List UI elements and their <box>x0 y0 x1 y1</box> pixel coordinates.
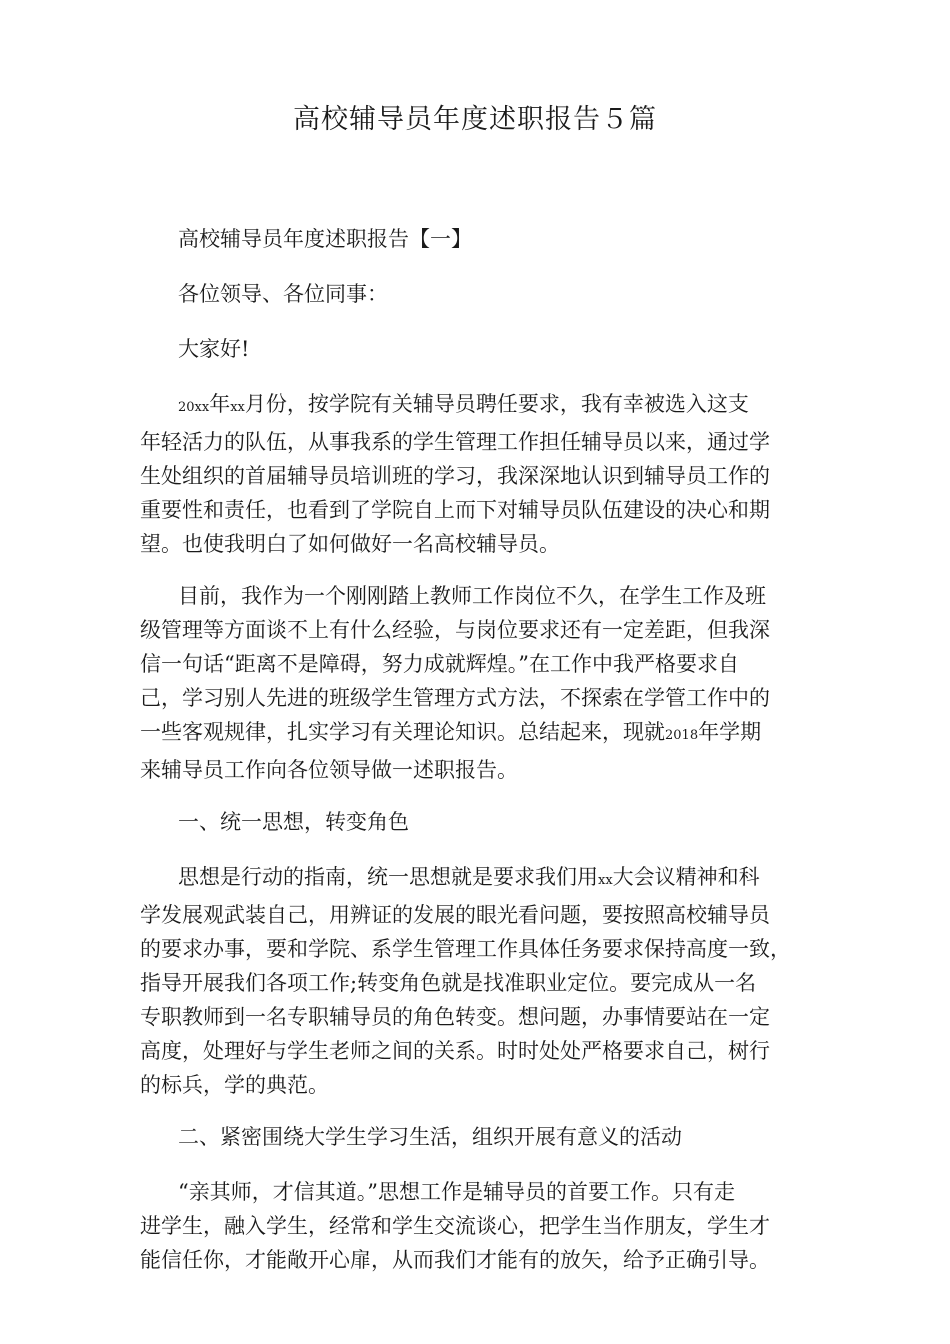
line-text: 思想是行动的指南，统一思想就是要求我们用 <box>178 865 598 889</box>
line-text: 一些客观规律，扎实学习有关理论知识。总结起来，现就 <box>140 720 665 744</box>
paragraph-3 <box>140 860 820 1102</box>
paragraph-line <box>140 387 820 425</box>
line-text: 月份，按学院有关辅导员聘任要求，我有幸被选入这支 <box>244 392 749 416</box>
paragraph-line: 进学生，融入学生，经常和学生交流谈心，把学生当作朋友，学生才 <box>140 1214 770 1238</box>
paragraph-line: 指导开展我们各项工作;转变角色就是找准职业定位。要完成从一名 <box>140 971 757 995</box>
paragraph-4 <box>140 1175 820 1277</box>
paragraph-line: 来辅导员工作向各位领导做一述职报告。 <box>140 758 518 782</box>
paragraph-1 <box>140 387 820 561</box>
section-heading-2: 二、紧密围绕大学生学习生活，组织开展有意义的活动 <box>178 1125 682 1149</box>
document-body <box>140 222 820 1295</box>
section-heading-1: 一、统一思想，转变角色 <box>178 810 409 834</box>
paragraph-line: 重要性和责任，也看到了学院自上而下对辅导员队伍建设的决心和期 <box>140 498 770 522</box>
xx-text: xx <box>598 873 613 888</box>
paragraph-line: “亲其师，才信其道。”思想工作是辅导员的首要工作。只有走 <box>178 1180 735 1204</box>
salutation: 各位领导、各位同事： <box>178 282 388 306</box>
paragraph-line: 专职教师到一名专职辅导员的角色转变。想问题，办事情要站在一定 <box>140 1005 770 1029</box>
line-text: 年学期 <box>698 720 762 744</box>
paragraph-line: 己，学习别人先进的班级学生管理方式方法，不探索在学管工作中的 <box>140 686 770 710</box>
paragraph-line <box>140 860 820 898</box>
paragraph-line: 的要求办事，要和学院、系学生管理工作具体任务要求保持高度一致， <box>140 937 791 961</box>
paragraph-line: 生处组织的首届辅导员培训班的学习，我深深地认识到辅导员工作的 <box>140 464 770 488</box>
paragraph-line: 级管理等方面谈不上有什么经验，与岗位要求还有一定差距，但我深 <box>140 618 770 642</box>
month-text: xx <box>230 400 245 415</box>
report-subtitle: 高校辅导员年度述职报告【一】 <box>178 227 472 251</box>
document-title: 高校辅导员年度述职报告５篇 <box>293 104 657 135</box>
paragraph-line: 能信任你，才能敞开心扉，从而我们才能有的放矢，给予正确引导。 <box>140 1248 770 1272</box>
paragraph-line: 学发展观武装自己，用辨证的发展的眼光看问题，要按照高校辅导员 <box>140 903 770 927</box>
year-text: 20xx <box>178 400 210 415</box>
greeting: 大家好! <box>178 337 250 361</box>
year-text: 2018 <box>665 728 699 743</box>
paragraph-line: 信一句话“距离不是障碍，努力成就辉煌。”在工作中我严格要求自 <box>140 652 739 676</box>
paragraph-line: 望。也使我明白了如何做好一名高校辅导员。 <box>140 532 560 556</box>
paragraph-line <box>140 715 820 753</box>
paragraph-line: 年轻活力的队伍，从事我系的学生管理工作担任辅导员以来，通过学 <box>140 430 770 454</box>
line-text: 大会议精神和科 <box>612 865 760 889</box>
paragraph-line: 高度，处理好与学生老师之间的关系。时时处处严格要求自己，树行 <box>140 1039 770 1063</box>
paragraph-2 <box>140 579 820 787</box>
paragraph-line: 目前，我作为一个刚刚踏上教师工作岗位不久，在学生工作及班 <box>178 584 766 608</box>
paragraph-line: 的标兵，学的典范。 <box>140 1073 329 1097</box>
year-char: 年 <box>209 392 231 416</box>
